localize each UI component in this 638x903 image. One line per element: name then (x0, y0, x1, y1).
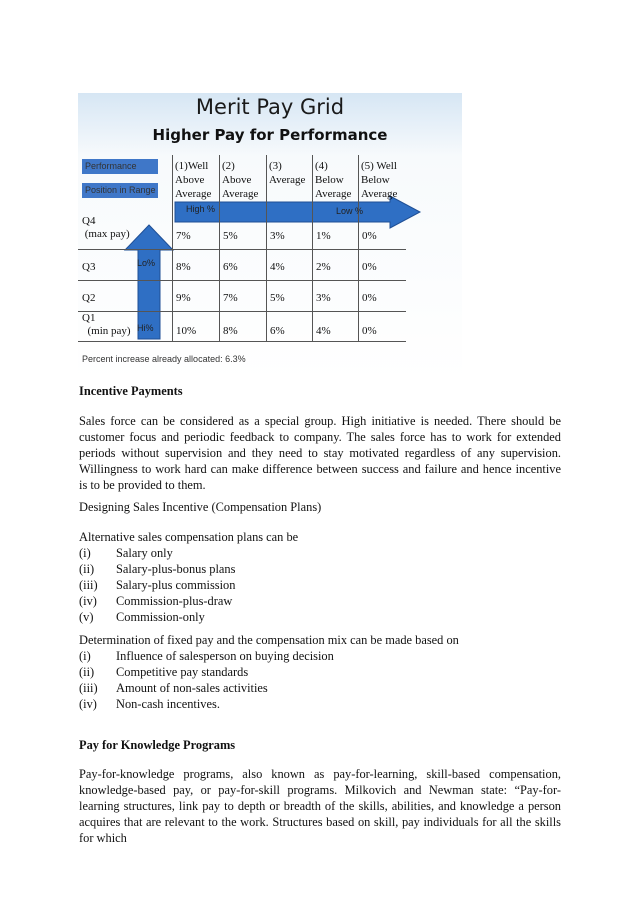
subheading-designing: Designing Sales Incentive (Compensation Plans) (79, 500, 322, 514)
table-cell: 1% (316, 230, 331, 242)
list-item: (iv) Commission-plus-draw (79, 594, 233, 608)
figure-subtitle: Higher Pay for Performance (152, 126, 388, 144)
alternatives-list (79, 545, 561, 625)
table-cell: 8% (176, 261, 191, 273)
incentive-paragraph: Sales force can be considered as a special group. High initiative is needed. There should be customer focus and periodic feedback to company. The sales force has to work for extended periods without supervision and they need to stay motivated regardless of any supervision. Willingness to work hard can make difference between success and failure and hence incentive is to be provided to them. (79, 414, 561, 492)
table-cell: 0% (362, 261, 377, 273)
section-heading-incentive: Incentive Payments (79, 384, 183, 398)
figure-title: Merit Pay Grid (195, 95, 345, 119)
column-header-below: (4) Below Average (315, 160, 352, 200)
high-percent-label: High % (186, 204, 216, 214)
list-item: (v) Commission-only (79, 610, 205, 624)
table-cell: 10% (176, 325, 197, 337)
lo-to-hi-arrow (125, 225, 173, 339)
grid-divider (78, 280, 406, 281)
table-cell: 0% (362, 292, 377, 304)
row-label-q4: Q4 (max pay) (82, 215, 130, 240)
table-cell: 3% (316, 292, 331, 304)
merit-pay-grid-figure (78, 93, 462, 381)
table-cell: 6% (270, 325, 285, 337)
list-item: (iii) Amount of non-sales activities (79, 681, 268, 695)
grid-divider (78, 249, 406, 250)
knowledge-paragraph: Pay-for-knowledge programs, also known as pay-for-learning, skill-based compensation, knowledge-based pay, or pay-for-skill programs. Milkovich and Newman state: “Pay-for-learning structures, link pay to depth or breadth of the skills, abilities, and knowledge a person acquires that are relevant to the work. Structures based on skill, pay individuals for all the skills for which (79, 767, 561, 845)
list-item: (i) Salary only (79, 546, 173, 560)
determination-list (79, 648, 561, 712)
list-item: (i) Influence of salesperson on buying decision (79, 649, 334, 663)
list-item: (ii) Competitive pay standards (79, 665, 249, 679)
table-cell: 9% (176, 292, 191, 304)
low-percent-label: Low % (336, 206, 364, 216)
table-cell: 6% (223, 261, 238, 273)
list-item: (iv) Non-cash incentives. (79, 697, 220, 711)
column-header-well-above: (1)Well Above Average (175, 160, 212, 200)
table-cell: 0% (362, 325, 377, 337)
row-label-q2: Q2 (82, 292, 96, 304)
table-cell: 4% (270, 261, 285, 273)
position-in-range-label: Position in Range (82, 183, 158, 198)
table-cell: 8% (223, 325, 238, 337)
section-heading-knowledge: Pay for Knowledge Programs (79, 738, 236, 752)
table-cell: 7% (223, 292, 238, 304)
hi-percent-label: Hi% (137, 323, 154, 333)
list-item: (iii) Salary-plus commission (79, 578, 236, 592)
table-cell: 5% (270, 292, 285, 304)
table-cell: 5% (223, 230, 238, 242)
allocation-footnote: Percent increase already allocated: 6.3% (82, 354, 246, 364)
row-label-q3: Q3 (82, 261, 96, 273)
column-header-average: (3) Average (269, 160, 306, 186)
table-cell: 3% (270, 230, 285, 242)
column-header-above: (2) Above Average (222, 160, 259, 200)
performance-label: Performance (82, 159, 158, 174)
table-cell: 0% (362, 230, 377, 242)
alternatives-intro: Alternative sales compensation plans can be (79, 530, 299, 544)
list-item: (ii) Salary-plus-bonus plans (79, 562, 236, 576)
column-header-well-below: (5) Well Below Average (361, 160, 398, 200)
row-label-q1: Q1 (min pay) (82, 312, 131, 337)
grid-divider (78, 341, 406, 342)
table-cell: 7% (176, 230, 191, 242)
table-cell: 2% (316, 261, 331, 273)
determination-intro: Determination of fixed pay and the compensation mix can be made based on (79, 633, 459, 647)
lo-percent-label: Lo% (137, 258, 156, 268)
table-cell: 4% (316, 325, 331, 337)
